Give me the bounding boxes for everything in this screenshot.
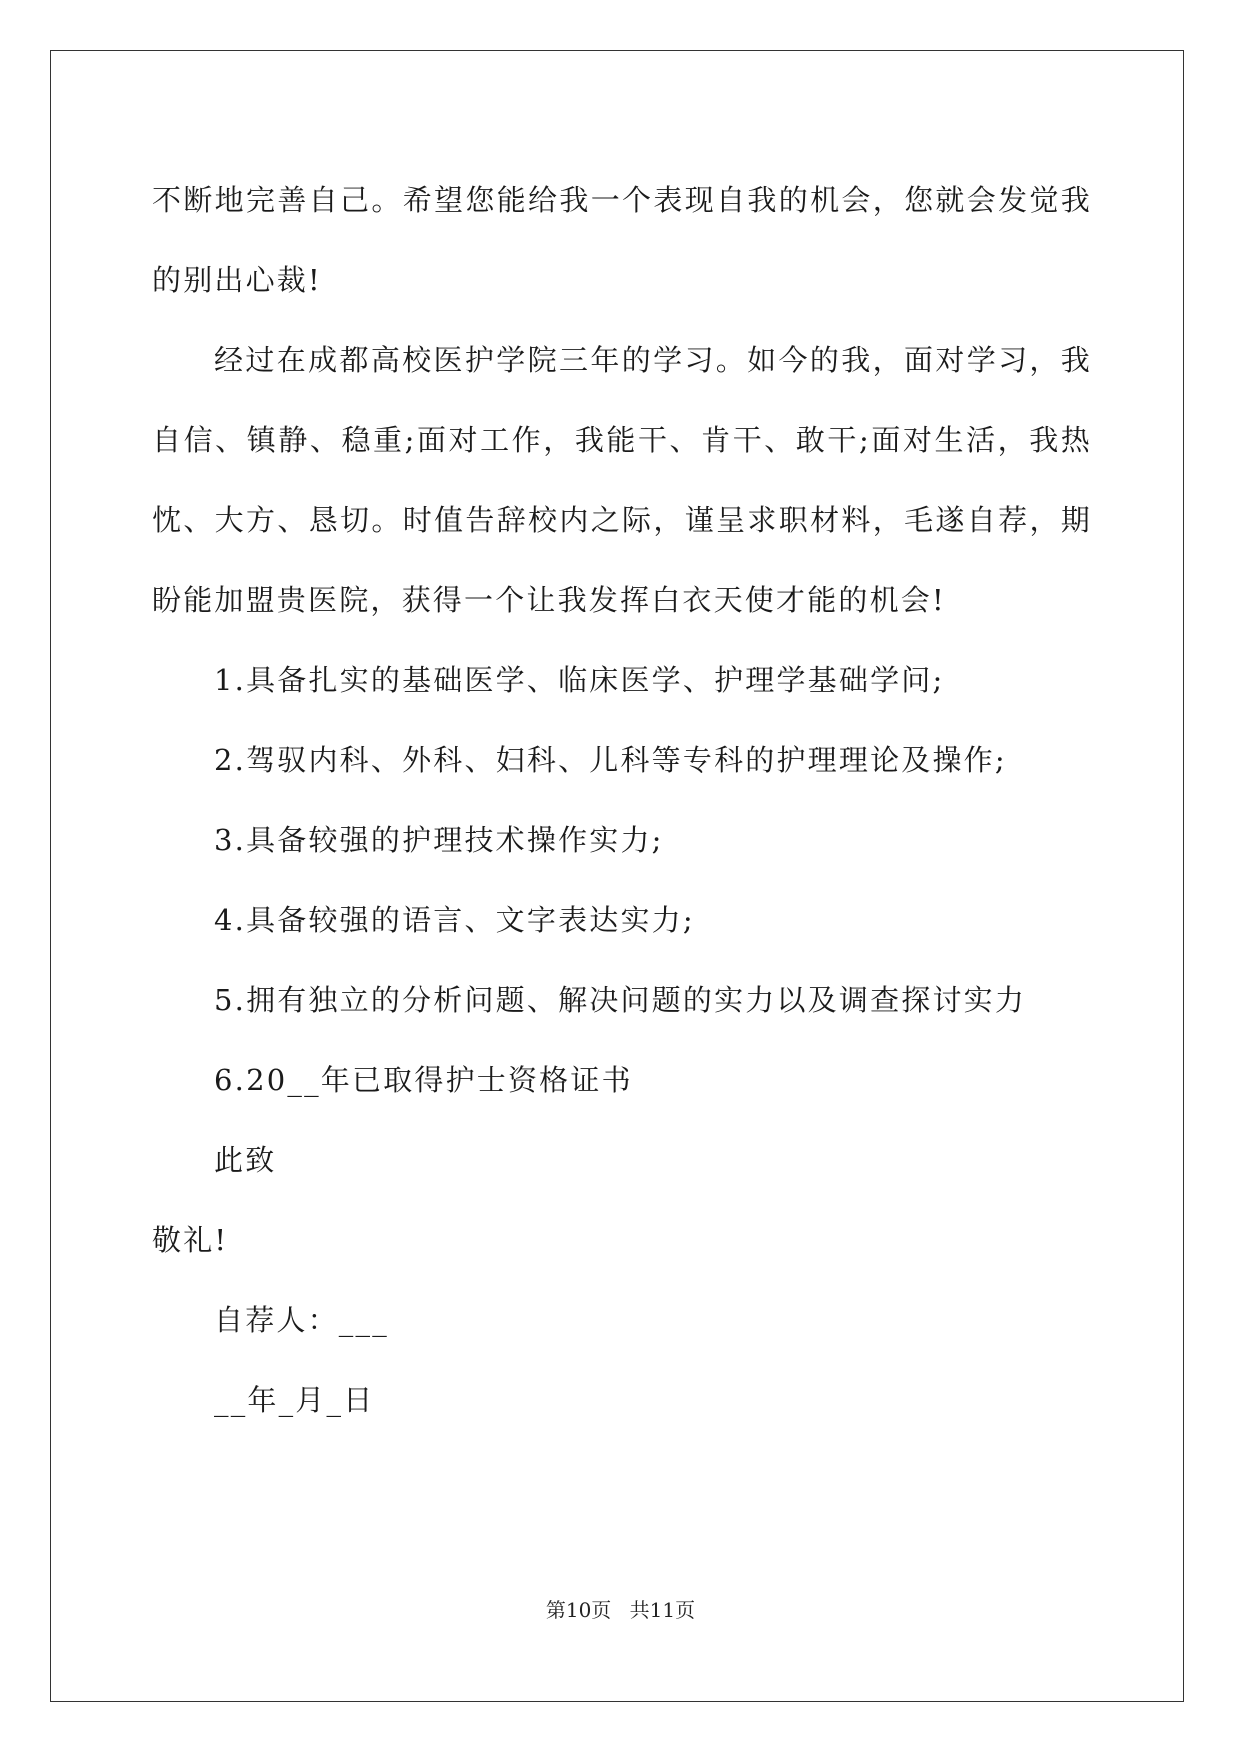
paragraph-line: 自信、镇静、稳重;面对工作，我能干、肯干、敢干;面对生活，我热: [152, 423, 1092, 457]
paragraph-line: 的别出心裁!: [152, 263, 322, 297]
paragraph-line: 不断地完善自己。希望您能给我一个表现自我的机会，您就会发觉我: [152, 183, 1092, 217]
page-footer: [0, 1597, 1241, 1623]
paragraph-line: 盼能加盟贵医院，获得一个让我发挥白衣天使才能的机会!: [152, 583, 946, 617]
list-item: 1.具备扎实的基础医学、临床医学、护理学基础学问;: [214, 663, 945, 697]
document-body: [152, 160, 1092, 1440]
closing-salutation: 此致: [214, 1143, 277, 1177]
list-item: 4.具备较强的语言、文字表达实力;: [214, 903, 695, 937]
list-item: 5.拥有独立的分析问题、解决问题的实力以及调查探讨实力: [214, 983, 1027, 1017]
list-item: 2.驾驭内科、外科、妇科、儿科等专科的护理理论及操作;: [214, 743, 1007, 777]
paragraph-line: 经过在成都高校医护学院三年的学习。如今的我，面对学习，我: [214, 343, 1092, 377]
list-item: 3.具备较强的护理技术操作实力;: [214, 823, 664, 857]
closing-regards: 敬礼!: [152, 1223, 229, 1257]
page-number-current: 第10页: [545, 1598, 612, 1622]
page-number-total: 共11页: [629, 1598, 696, 1622]
signer-line: 自荐人：___: [214, 1303, 389, 1337]
paragraph-line: 忱、大方、恳切。时值告辞校内之际，谨呈求职材料，毛遂自荐，期: [152, 503, 1092, 537]
date-line: __年_月_日: [214, 1383, 375, 1417]
list-item: 6.20__年已取得护士资格证书: [214, 1063, 633, 1097]
